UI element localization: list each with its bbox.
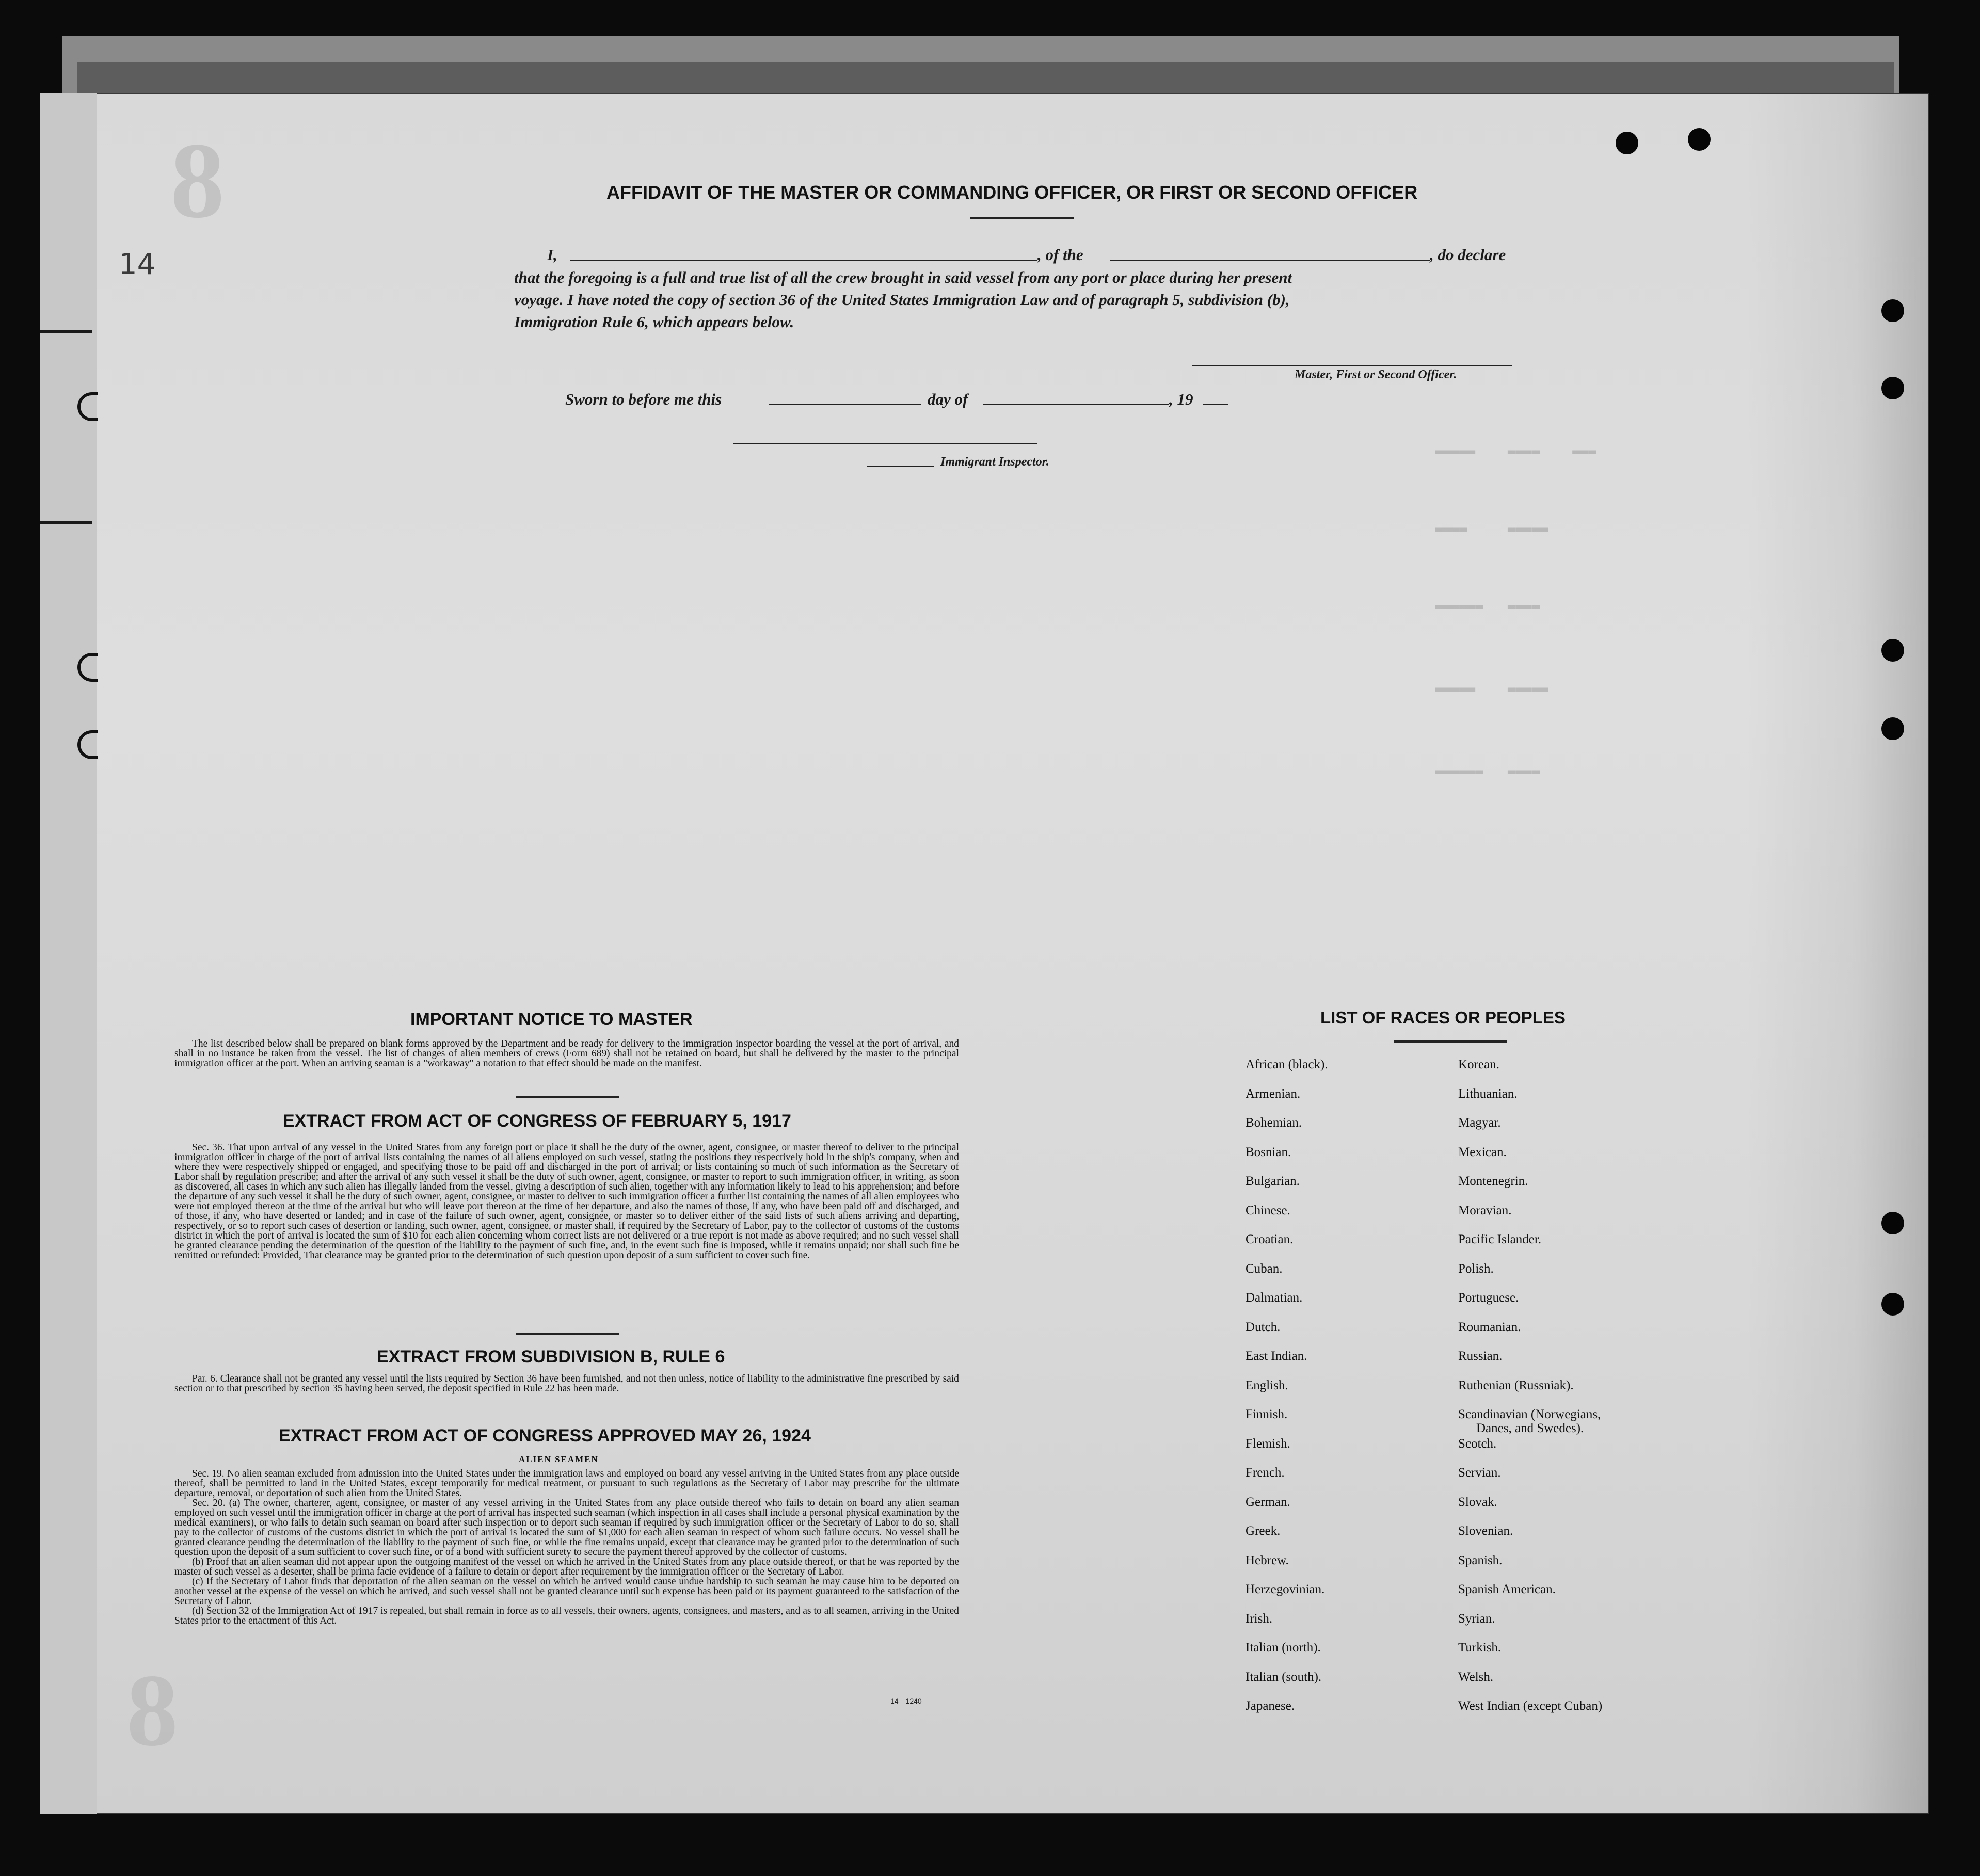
race-item: Scotch. (1458, 1436, 1497, 1451)
race-item: German. (1246, 1495, 1290, 1509)
race-item: Korean. (1458, 1057, 1499, 1071)
alien-seamen-subtitle: ALIEN SEAMEN (519, 1454, 599, 1464)
race-item: Flemish. (1246, 1436, 1290, 1451)
vessel-name-blank[interactable] (1110, 260, 1430, 261)
race-item: Scandinavian (Norwegians, (1458, 1407, 1601, 1421)
form-number: 14—1240 (890, 1697, 922, 1705)
sworn-year-blank[interactable] (1203, 404, 1228, 405)
race-item: Dutch. (1246, 1320, 1281, 1334)
bleed-through-mark: 8 (170, 121, 225, 240)
race-item: Bohemian. (1246, 1116, 1302, 1130)
extract-rule6-body (174, 1374, 959, 1393)
extract-1917-paragraph: Sec. 36. That upon arrival of any vessel in the United States from any foreign port or place it shall be the duty of the owner, agent, consignee, or master thereof to deliver to the principal immigration officer in charge of the port of arrival lists containing the names of all aliens employed on such vessel, stating the positions they respectively hold in the ship's company, when and where they were respectively shipped or engaged, and specifying those to be paid off and discharged in the port of arrival; or lists containing so much of such information as the Secretary of Labor shall by regulation prescribe; and after the arrival of any such vessel it shall be the duty of such owner, agent, consignee, or master to report to such immigration officer, in writing, as soon as discovered, all cases in which any such alien has illegally landed from the vessel, giving a description of such alien, together with any information likely to lead to his apprehension; and before the departure of any such vessel it shall be the duty of such owner, agent, consignee, or master to deliver to such immigration officer a further list containing the names of all alien employees who were not employed thereon at the time of the arrival but who will leave port thereon at the time of her departure, and also the names of those, if any, who have been paid off and discharged, and of those, if any, who have deserted or landed; and in case of the failure of such owner, agent, consignee, or master so to deliver either of the said lists of such aliens arriving and departing, respectively, or so to report such cases of desertion or landing, such owner, agent, consignee, or master shall, if required by the Secretary of Labor, pay to the collector of customs of the customs district in which the port of arrival is located the sum of $10 for each alien concerning whom correct lists are not delivered or a true report is not made as above required; and no such vessel shall be granted clearance pending the determination of the question of the liability to the payment of such fine, and, in the event such fine is imposed, while it remains unpaid; nor shall such fine be remitted or refunded: Provided, That clearance may be granted prior to the determination of such question upon deposit of a sum sufficient to cover such fine. (174, 1142, 959, 1261)
race-item: Cuban. (1246, 1261, 1283, 1276)
race-item: Servian. (1458, 1466, 1501, 1480)
punch-hole (1881, 717, 1904, 740)
affidavit-line-2: that the foregoing is a full and true list of all the crew brought in said vessel from any port or place during her present (514, 268, 1292, 286)
race-item: Polish. (1458, 1261, 1494, 1276)
race-item: Irish. (1246, 1611, 1273, 1626)
race-item: Mexican. (1458, 1145, 1507, 1159)
divider (1394, 1040, 1507, 1043)
sec-20a-paragraph: Sec. 20. (a) The owner, charterer, agent, consignee, or master of any vessel arriving in the United States from any place outside thereof who fails to detain on board any alien seaman employed on such vessel until the immigration officer in charge at the port of arrival has inspected such seaman (which inspection in all cases shall include a personal physical examination by the medical examiners), or who fails to detain such seaman on board after such inspection or to deport such seaman if required by such immigration officer or the Secretary of Labor to do so, shall pay to the collector of customs of the customs district in which the port of arrival is located the sum of $1,000 for each alien seaman in respect of whom such failure occurs. No vessel shall be granted clearance pending the determination of the liability to the payment of such fine, or while the fine remains unpaid, except that clearance may be granted prior to the determination of such question upon the deposit of a sum sufficient to cover such fine, or of a bond with sufficient surety to secure the payment thereof approved by the collector of customs. (174, 1498, 959, 1558)
extract-1924-title: EXTRACT FROM ACT OF CONGRESS APPROVED MAY 26, 1924 (279, 1426, 811, 1446)
sworn-day-of: day of (928, 390, 968, 408)
punch-hole (1881, 1212, 1904, 1234)
race-item: Armenian. (1246, 1086, 1301, 1101)
race-item: Hebrew. (1246, 1553, 1289, 1567)
race-item: Slovak. (1458, 1495, 1497, 1509)
notice-paragraph: The list described below shall be prepared on blank forms approved by the Department and be ready for delivery to the immigration inspector boarding the vessel at the port of arrival, and shall in no instance be taken from the vessel. The list of changes of alien members of crews (Form 689) shall not be retained on board, but shall be delivered by the master to the principal immigration officer at the port. When an arriving seaman is a "workaway" a notation to that effect should be made on the manifest. (174, 1038, 959, 1069)
race-item: English. (1246, 1378, 1288, 1392)
officer-signature-caption: Master, First or Second Officer. (1295, 368, 1457, 381)
race-item: Spanish American. (1458, 1582, 1556, 1596)
margin-handwritten-mark: 14 (119, 248, 156, 281)
inspector-signature-line[interactable] (733, 443, 1037, 444)
sworn-month-blank[interactable] (983, 404, 1169, 405)
punch-hole (1616, 132, 1638, 154)
race-item: Italian (north). (1246, 1641, 1321, 1655)
races-title: LIST OF RACES OR PEOPLES (1320, 1008, 1566, 1027)
race-item: Moravian. (1458, 1203, 1512, 1217)
race-item: Dalmatian. (1246, 1291, 1303, 1305)
race-item: Roumanian. (1458, 1320, 1521, 1334)
extract-1917-title: EXTRACT FROM ACT OF CONGRESS OF FEBRUARY 5, 1917 (283, 1111, 791, 1131)
race-item: Chinese. (1246, 1203, 1290, 1217)
race-item: Herzegovinian. (1246, 1582, 1325, 1596)
affidavit-line-3: voyage. I have noted the copy of section 36 of the United States Immigration Law and of paragraph 5, subdivision (b), (514, 291, 1290, 309)
race-item: Slovenian. (1458, 1524, 1513, 1538)
race-item: Pacific Islander. (1458, 1232, 1542, 1246)
race-item: Magyar. (1458, 1116, 1501, 1130)
punch-hole (1881, 377, 1904, 399)
sec-20d-paragraph: (d) Section 32 of the Immigration Act of 1917 is repealed, but shall remain in force as to all vessels, their owners, agents, consignees, and masters, and as to all seamen, arriving in the United States prior to the enactment of this Act. (174, 1606, 959, 1626)
race-item: French. (1246, 1466, 1285, 1480)
race-item: Bosnian. (1246, 1145, 1291, 1159)
race-item: Bulgarian. (1246, 1174, 1300, 1188)
race-item: Greek. (1246, 1524, 1281, 1538)
race-item: Ruthenian (Russniak). (1458, 1378, 1574, 1392)
affidavit-i-label: I, (547, 246, 557, 264)
affidavit-title: AFFIDAVIT OF THE MASTER OR COMMANDING OFFICER, OR FIRST OR SECOND OFFICER (606, 182, 1418, 203)
race-item: Croatian. (1246, 1232, 1294, 1246)
sec-19-paragraph: Sec. 19. No alien seaman excluded from admission into the United States under the immigration laws and employed on board any vessel arriving in the United States from any place outside thereof, shall be permitted to land in the United States, except temporarily for medical treatment, or pursuant to such regulations as the Secretary of Labor may prescribe for the ultimate departure, removal, or deportation of such alien from the United States. (174, 1468, 959, 1499)
divider (516, 1333, 619, 1335)
race-item: Turkish. (1458, 1641, 1502, 1655)
notice-body (174, 1039, 959, 1068)
extract-1924-body (174, 1469, 959, 1626)
race-item: Welsh. (1458, 1670, 1494, 1684)
extract-rule6-paragraph: Par. 6. Clearance shall not be granted any vessel until the lists required by Section 36 have been furnished, and not then unless, notice of liability to the administrative fine prescribed by said section or to that prescribed by section 35 having been served, the deposit specified in Rule 22 has been made. (174, 1373, 959, 1394)
page-fold-shadow (1745, 93, 1930, 1814)
affidavit-line-4: Immigration Rule 6, which appears below. (514, 313, 794, 331)
page-edge-line (40, 521, 92, 524)
extract-rule6-title: EXTRACT FROM SUBDIVISION B, RULE 6 (377, 1347, 725, 1367)
bleed-through-text: ▬▬▬▬▬▬ ▬▬▬▬ (1435, 764, 1540, 779)
master-name-blank[interactable] (570, 260, 1037, 261)
page-edge-line (40, 330, 92, 333)
bleed-through-text: ▬▬▬▬▬ ▬▬▬▬▬ (1435, 681, 1548, 697)
race-item: Italian (south). (1246, 1670, 1322, 1684)
bleed-through-text: ▬▬▬▬ ▬▬▬▬▬ (1435, 521, 1548, 537)
race-item: Danes, and Swedes). (1476, 1421, 1584, 1435)
punch-hole (1881, 299, 1904, 322)
divider (516, 1096, 619, 1098)
bleed-through-text: ▬▬▬▬▬▬ ▬▬▬▬ (1435, 599, 1540, 614)
inspector-caption-rule (867, 466, 934, 467)
race-item: East Indian. (1246, 1349, 1307, 1363)
sec-20b-paragraph: (b) Proof that an alien seaman did not appear upon the outgoing manifest of the vessel on which he arrived in the United States from any place outside thereof, or that he was reported by the master of such vessel as a deserter, shall be prima facie evidence of a failure to detain or deport after requirement by the immigration officer or the Secretary of Labor. (174, 1557, 959, 1577)
race-item: Montenegrin. (1458, 1174, 1528, 1188)
punch-hole (1688, 128, 1711, 151)
race-item: Lithuanian. (1458, 1086, 1518, 1101)
bleed-through-text: ▬▬▬▬▬ ▬▬▬▬ ▬▬▬ (1435, 444, 1597, 459)
race-item: Spanish. (1458, 1553, 1503, 1567)
officer-signature-line[interactable] (1192, 365, 1512, 366)
race-item: Syrian. (1458, 1611, 1495, 1626)
race-item: Portuguese. (1458, 1291, 1519, 1305)
sec-20c-paragraph: (c) If the Secretary of Labor finds that deportation of the alien seaman on the vessel on which he arrived would cause undue hardship to such seaman he may cause him to be deported on another vessel at the expense of the vessel on which he arrived, and such vessel shall not be granted clearance until such expense has been paid or its payment guaranteed to the satisfaction of the Secretary of Labor. (174, 1576, 959, 1607)
sworn-prefix: Sworn to before me this (565, 390, 722, 408)
inspector-caption: Immigrant Inspector. (940, 455, 1049, 469)
race-item: African (black). (1246, 1057, 1328, 1071)
race-item: Finnish. (1246, 1407, 1288, 1421)
sworn-day-blank[interactable] (769, 404, 921, 405)
extract-1917-body (174, 1143, 959, 1260)
affidavit-declare-label: , do declare (1430, 246, 1506, 264)
divider (970, 217, 1074, 219)
page-left-edge (40, 93, 97, 1814)
punch-hole (1881, 1293, 1904, 1316)
race-item: West Indian (except Cuban) (1458, 1699, 1603, 1713)
punch-hole (1881, 639, 1904, 662)
race-item: Russian. (1458, 1349, 1503, 1363)
race-item: Japanese. (1246, 1699, 1295, 1713)
sworn-year-prefix: , 19 (1169, 390, 1193, 408)
bleed-through-mark: 8 (126, 1654, 178, 1768)
notice-title: IMPORTANT NOTICE TO MASTER (410, 1009, 693, 1029)
affidavit-of-the-label: , of the (1037, 246, 1083, 264)
